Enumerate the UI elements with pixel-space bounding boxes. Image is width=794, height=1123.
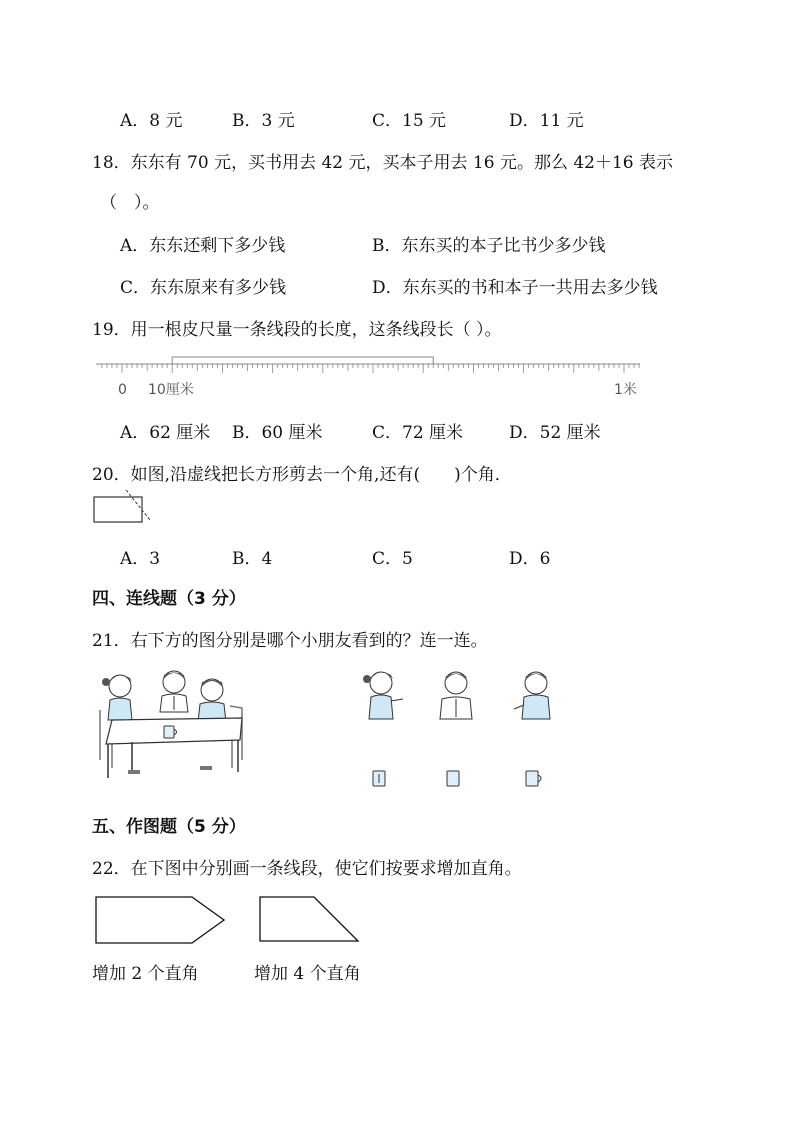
q18-question: 18．东东有 70 元，买书用去 42 元，买本子用去 16 元。那么 42＋16 表示 (92, 153, 674, 173)
q19-question: 19．用一根皮尺量一条线段的长度，这条线段长（ ）。 (92, 320, 502, 340)
q18-option-d: D．东东买的书和本子一共用去多少钱 (372, 278, 658, 298)
q20-option-d: D．6 (509, 549, 551, 569)
caption-add-2-right-angles: 增加 2 个直角 (92, 964, 199, 984)
q19-option-c: C．72 厘米 (372, 423, 464, 443)
ruler-label-0: 0 (118, 382, 127, 398)
trapezoid-shape (256, 893, 366, 947)
q18-option-b: B．东东买的本子比书少多少钱 (372, 236, 606, 256)
q18-option-c: C．东东原来有多少钱 (120, 278, 287, 298)
cup-view-2 (444, 768, 464, 790)
q20-option-a: A．3 (120, 549, 161, 569)
q20-question: 20．如图,沿虚线把长方形剪去一个角,还有( )个角． (92, 465, 512, 485)
q18-option-a: A．东东还剩下多少钱 (120, 236, 286, 256)
q19-option-a: A．62 厘米 (120, 423, 211, 443)
rectangle-cut-figure (92, 490, 156, 526)
view-middle-boy-figure (432, 665, 482, 727)
girl-figure (102, 675, 132, 720)
q18-question-cont: （ ）。 (100, 193, 160, 213)
right-boy-figure (198, 679, 226, 722)
section-4-title: 四、连线题（3 分） (92, 589, 246, 609)
cup (164, 726, 174, 738)
q22-question: 22．在下图中分别画一条线段，使它们按要求增加直角。 (92, 859, 522, 879)
ruler-label-1m: 1米 (614, 382, 637, 398)
cup-view-1 (370, 768, 390, 790)
q17-option-a: A．8 元 (120, 111, 183, 131)
q17-option-d: D．11 元 (509, 111, 584, 131)
q17-option-c: C．15 元 (372, 111, 447, 131)
ruler-label-10cm: 10厘米 (148, 382, 194, 398)
kids-at-table-illustration (92, 660, 252, 780)
pentagon-shape (92, 893, 232, 947)
cut-dashed-line (126, 490, 150, 520)
caption-add-4-right-angles: 增加 4 个直角 (254, 964, 361, 984)
q21-question: 21．右下方的图分别是哪个小朋友看到的？连一连。 (92, 631, 488, 651)
view-girl-figure (355, 665, 415, 727)
q19-option-d: D．52 厘米 (509, 423, 601, 443)
view-right-boy-figure (512, 665, 562, 727)
ruler-figure (92, 350, 652, 402)
q17-option-b: B．3 元 (232, 111, 295, 131)
ruler-ticks (102, 364, 639, 373)
q20-option-c: C．5 (372, 549, 413, 569)
q20-option-b: B．4 (232, 549, 273, 569)
measured-segment (172, 357, 433, 364)
section-5-title: 五、作图题（5 分） (92, 817, 246, 837)
rectangle (94, 497, 142, 522)
cup-view-3 (523, 768, 547, 790)
q19-option-b: B．60 厘米 (232, 423, 323, 443)
middle-boy-figure (160, 671, 188, 712)
